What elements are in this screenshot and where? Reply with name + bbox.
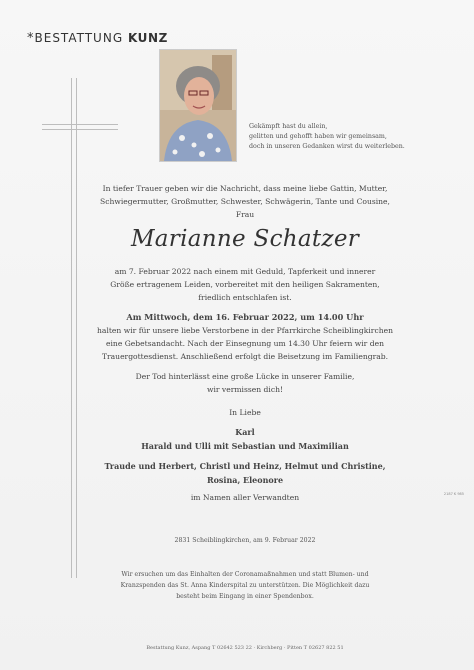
logo-prefix: BESTATTUNG (34, 31, 124, 45)
request-line: besteht beim Eingang in einer Spendenbox. (176, 593, 314, 600)
portrait-photo (159, 49, 237, 162)
request-line: Kranzspenden das St. Anna Kinderspital zu unterstützen. Die Möglichkeit dazu (120, 582, 370, 589)
intro-line: Frau (235, 210, 255, 219)
funeral-line: halten wir für unsere liebe Verstorbene in der Pfarrkirche Scheiblingkirchen (97, 326, 393, 335)
cross-vertical-line (76, 78, 77, 578)
death-text (90, 265, 400, 304)
mourners-block-2 (90, 459, 400, 487)
funeral-line: Trauergottesdienst. Anschließend erfolgt die Beisetzung im Familiengrab. (101, 352, 389, 361)
death-line: friedlich entschlafen ist. (198, 293, 292, 302)
cross-horizontal-line (42, 124, 118, 125)
company-logo (27, 31, 168, 46)
request-text (90, 569, 400, 602)
cross-horizontal-line (42, 129, 118, 130)
death-line: am 7. Februar 2022 nach einem mit Geduld, Tapferkeit und innerer (114, 267, 376, 276)
place-date: 2831 Scheiblingkirchen, am 9. Februar 2022 (174, 537, 316, 544)
quote-block (249, 122, 429, 152)
funeral-text (90, 311, 400, 363)
mourner-line: Rosina, Eleonore (206, 475, 284, 485)
funeral-heading: Am Mittwoch, dem 16. Februar 2022, um 14.00 Uhr (126, 312, 364, 322)
mourner-line: Traude und Herbert, Christl und Heinz, Helmut und Christine, (104, 461, 386, 471)
quote-line: doch in unseren Gedanken wirst du weiterleben. (249, 143, 405, 150)
intro-line: Schwiegermutter, Großmutter, Schwester, Schwägerin, Tante und Cousine, (100, 197, 390, 206)
portrait-image (160, 50, 236, 161)
deceased-name: Marianne Schatzer (130, 226, 360, 252)
quote-line: gelitten und gehofft haben wir gemeinsam, (249, 133, 387, 140)
relatives-text: im Namen aller Verwandten (190, 493, 300, 502)
request-line: Wir ersuchen um das Einhalten der Coronamaßnahmen und statt Blumen- und (121, 571, 369, 578)
footer-contact: Bestattung Kunz, Aspang T 02642 523 22 · Kirchberg · Pitten T 02627 822 51 (146, 645, 344, 651)
logo-brand: KUNZ (127, 31, 168, 45)
document-code: 2187 K 985 (443, 492, 464, 496)
loss-line: Der Tod hinterlässt eine große Lücke in unserer Familie, (135, 372, 355, 381)
cross-vertical-line (71, 78, 72, 578)
loss-text (90, 370, 400, 396)
quote-line: Gekämpft hast du allein, (249, 123, 328, 130)
asterisk-icon: * (27, 31, 35, 46)
mourner-line: Harald und Ulli mit Sebastian und Maximilian (141, 441, 349, 451)
mourner-line: Karl (235, 427, 255, 437)
funeral-line: eine Gebetsandacht. Nach der Einsegnung um 14.30 Uhr feiern wir den (106, 339, 384, 348)
loss-line: wir vermissen dich! (206, 385, 284, 394)
death-line: Größe ertragenem Leiden, vorbereitet mit den heiligen Sakramenten, (110, 280, 380, 289)
intro-line: In tiefer Trauer geben wir die Nachricht, dass meine liebe Gattin, Mutter, (102, 184, 388, 193)
intro-text (90, 182, 400, 221)
in-love-text: In Liebe (229, 408, 261, 417)
mourners-block (90, 425, 400, 453)
